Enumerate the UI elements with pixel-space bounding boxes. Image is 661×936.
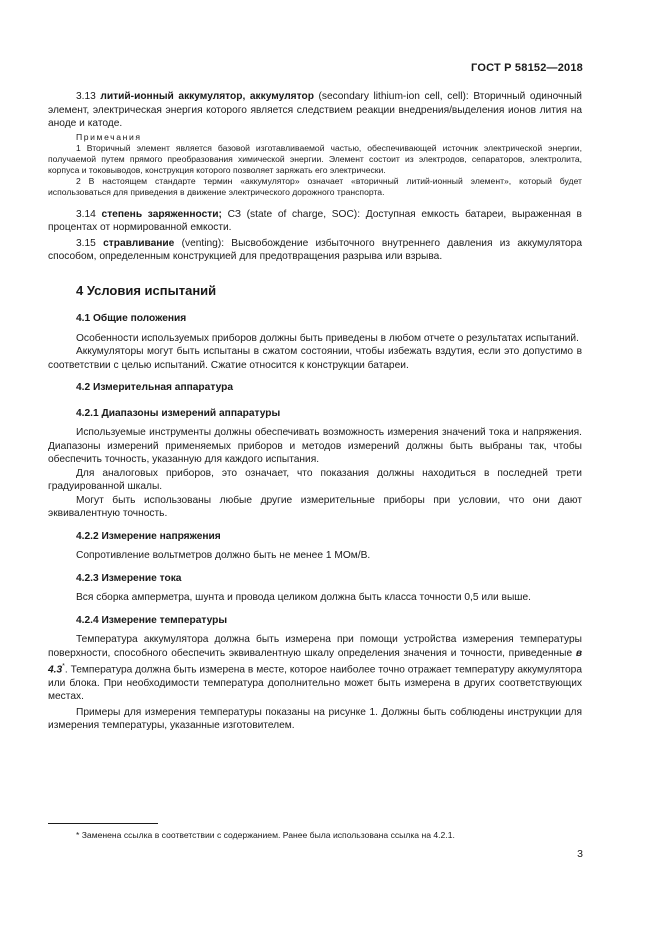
paragraph: Температура аккумулятора должна быть измерена при помощи устройства измерения температуры поверхности, способного обеспечить эквивалентную шкалу определения значения и точности, приведенные в 4.3*. Температура должна быть измерена в месте, которое наиболее точно отражает температуру аккумулятора или блока. При необходимости температура дополнительно может быть измерена в других соответствующих местах. xyxy=(48,634,582,703)
definition-3-15: 3.15 стравливание (venting): Высвобождение избыточного внутреннего давления из аккумулятора способом, определенным конструкцией для предотвращения разрыва или взрыва. xyxy=(48,237,582,262)
page-number: 3 xyxy=(577,848,583,860)
footnote: * Заменена ссылка в соответствии с содержанием. Ранее была использована ссылка на 4.2.1. xyxy=(76,830,455,840)
section-4-2-4-title: 4.2.4 Измерение температуры xyxy=(76,614,228,626)
paragraph: Используемые инструменты должны обеспечивать возможность измерения значений тока и напряжения. Диапазоны измерений применяемых приборов и методов измерений должны быть выбраны так, чтобы обеспечить точность, указанную для каждого испытания. xyxy=(48,427,582,465)
paragraph: Особенности используемых приборов должны быть приведены в любом отчете о результатах испытаний. xyxy=(76,332,579,344)
definition-3-13: 3.13 литий-ионный аккумулятор, аккумулятор (secondary lithium-ion cell, cell): Вторичный одиночный элемент, электрическая энергия которого является следствием реакции внедрения/выделения ионов лития на аноде и катоде. xyxy=(48,91,582,129)
paragraph: Сопротивление вольтметров должно быть не менее 1 МОм/В. xyxy=(76,550,371,561)
section-4-2-title: 4.2 Измерительная аппаратура xyxy=(76,382,233,393)
page-body xyxy=(48,90,582,733)
section-4-2-3-title: 4.2.3 Измерение тока xyxy=(76,572,182,584)
term-state-of-charge: степень заряженности; xyxy=(101,208,222,220)
paragraph: Для аналоговых приборов, это означает, что показания должны находиться в последней трети градуированной шкалы. xyxy=(48,467,582,492)
standard-header: ГОСТ Р 58152—2018 xyxy=(471,62,583,74)
reference-4-3: в 4.3 xyxy=(48,647,582,676)
note-2: 2 В настоящем стандарте термин «аккумулятор» означает «вторичный литий-ионный элемент», который будет использоваться для приведения в движение электрического дорожного транспорта. xyxy=(48,175,582,197)
section-4-1-title: 4.1 Общие положения xyxy=(76,313,187,324)
note-1: 1 Вторичный элемент является базовой изготавливаемой частью, обеспечивающей источник электрической энергии, получаемой путем прямого преобразования химической энергии. Элемент состоит из электродов, сепараторов, электролита, корпуса и токовыводов, конструкция которого позволяет заряжать его электрически. xyxy=(48,142,582,175)
paragraph: Примеры для измерения температуры показаны на рисунке 1. Должны быть соблюдены инструкции для измерения температуры, указанные изготовителем. xyxy=(48,706,582,732)
term-venting: стравливание xyxy=(103,237,175,249)
section-4-2-1-title: 4.2.1 Диапазоны измерений аппаратуры xyxy=(76,407,281,419)
paragraph: Вся сборка амперметра, шунта и провода целиком должна быть класса точности 0,5 или выше. xyxy=(76,592,531,603)
term-lithium-ion-cell: литий-ионный аккумулятор, аккумулятор xyxy=(100,91,314,102)
footnote-marker: * xyxy=(62,663,65,670)
notes-heading: Примечания xyxy=(76,131,142,142)
section-4-2-2-title: 4.2.2 Измерение напряжения xyxy=(76,530,221,542)
definition-3-14: 3.14 степень заряженности; СЗ (state of charge, SOC): Доступная емкость батареи, выраженная в процентах от нормированной емкости. xyxy=(48,208,582,233)
footnote-divider xyxy=(48,823,158,824)
paragraph: Могут быть использованы любые другие измерительные приборы при условии, что они дают эквивалентную точность. xyxy=(48,494,582,519)
section-4-title: 4 Условия испытаний xyxy=(76,282,217,298)
paragraph: Аккумуляторы могут быть испытаны в сжатом состоянии, чтобы избежать вздутия, если это допустимо в соответствии с целью испытаний. Сжатие относится к конструкции батареи. xyxy=(48,346,582,371)
